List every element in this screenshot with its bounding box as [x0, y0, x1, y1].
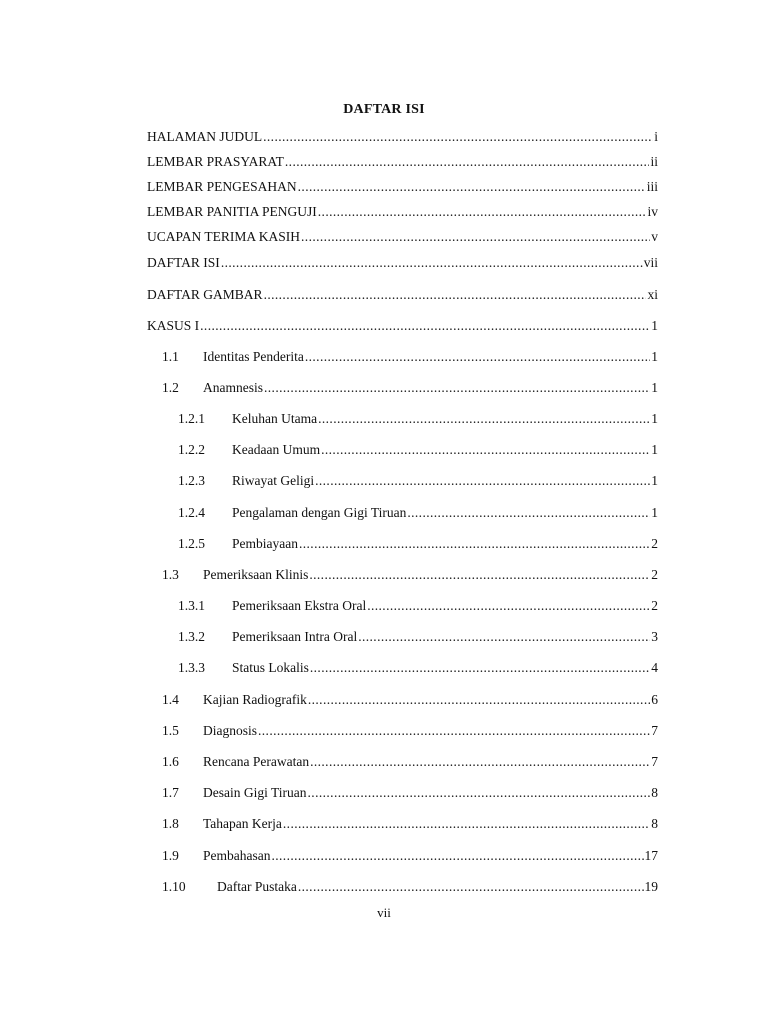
- toc-entry-page: 2: [651, 598, 658, 613]
- dot-leader: [309, 565, 650, 585]
- toc-entry-label: HALAMAN JUDUL: [147, 129, 263, 144]
- toc-entry: [0, 152, 768, 172]
- toc-entry-label: Rencana Perawatan: [203, 754, 310, 769]
- toc-entry: [0, 227, 768, 247]
- toc-entry-page: 2: [651, 536, 658, 551]
- toc-entry-label: Keluhan Utama: [232, 411, 318, 426]
- toc-entry-page: ii: [650, 154, 658, 169]
- toc-entry: [0, 347, 768, 367]
- toc-entry: [0, 846, 768, 866]
- toc-entry-page: xi: [647, 287, 658, 302]
- toc-entry-label: KASUS I: [147, 318, 200, 333]
- toc-entry: [0, 596, 768, 616]
- toc-entry-label: Pembiayaan: [232, 536, 298, 551]
- dot-leader: [315, 471, 650, 491]
- toc-entry-page: 1: [651, 349, 658, 364]
- toc-entry-label: DAFTAR GAMBAR: [147, 287, 263, 302]
- toc-entry-page: 17: [644, 848, 658, 863]
- toc-entry: [0, 285, 768, 305]
- toc-entry-page: 8: [651, 785, 658, 800]
- toc-entry-number: 1.2.3: [178, 473, 205, 488]
- toc-entry-number: 1.3.3: [178, 660, 205, 675]
- toc-entry-label: LEMBAR PANITIA PENGUJI: [147, 204, 317, 219]
- toc-entry-number: 1.8: [162, 816, 179, 831]
- toc-entry-page: 4: [651, 660, 658, 675]
- toc-entry: [0, 690, 768, 710]
- toc-entry: [0, 783, 768, 803]
- toc-entry-number: 1.1: [162, 349, 179, 364]
- dot-leader: [318, 409, 650, 429]
- toc-entry-number: 1.10: [162, 879, 186, 894]
- dot-leader: [298, 177, 646, 197]
- dot-leader: [310, 658, 650, 678]
- toc-entry: [0, 409, 768, 429]
- toc-entry: [0, 471, 768, 491]
- toc-entry-label: DAFTAR ISI: [147, 255, 220, 270]
- toc-entry-number: 1.2.2: [178, 442, 205, 457]
- dot-leader: [299, 534, 650, 554]
- dot-leader: [264, 378, 650, 398]
- toc-entry-label: Pembahasan: [203, 848, 271, 863]
- toc-entry: [0, 814, 768, 834]
- toc-entry: [0, 440, 768, 460]
- dot-leader: [264, 285, 647, 305]
- toc-entry-number: 1.9: [162, 848, 179, 863]
- toc-entry: [0, 378, 768, 398]
- toc-entry-number: 1.2.1: [178, 411, 205, 426]
- toc-entry-label: Status Lokalis: [232, 660, 309, 675]
- toc-entry: [0, 658, 768, 678]
- toc-entry-label: LEMBAR PENGESAHAN: [147, 179, 297, 194]
- toc-entry-page: 6: [651, 692, 658, 707]
- page-title: DAFTAR ISI: [343, 102, 425, 117]
- toc-entry-label: Anamnesis: [203, 380, 263, 395]
- page-number-footer: vii: [377, 905, 391, 920]
- dot-leader: [283, 814, 650, 834]
- toc-entry-label: UCAPAN TERIMA KASIH: [147, 229, 301, 244]
- toc-entry: [0, 253, 768, 273]
- toc-entry: [0, 534, 768, 554]
- dot-leader: [308, 690, 650, 710]
- dot-leader: [308, 783, 651, 803]
- toc-entry-number: 1.2.5: [178, 536, 205, 551]
- dot-leader: [318, 202, 647, 222]
- toc-entry-label: Pemeriksaan Intra Oral: [232, 629, 358, 644]
- dot-leader: [305, 347, 650, 367]
- toc-entry-page: 2: [651, 567, 658, 582]
- toc-entry-label: Daftar Pustaka: [217, 879, 297, 894]
- dot-leader: [200, 316, 650, 336]
- toc-entry-page: 1: [651, 505, 658, 520]
- toc-entry: [0, 752, 768, 772]
- toc-entry-page: 1: [651, 473, 658, 488]
- toc-entry-number: 1.3: [162, 567, 179, 582]
- dot-leader: [285, 152, 650, 172]
- toc-entry-page: 1: [651, 411, 658, 426]
- toc-entry: [0, 177, 768, 197]
- toc-entry-label: Pengalaman dengan Gigi Tiruan: [232, 505, 407, 520]
- toc-entry-page: 8: [651, 816, 658, 831]
- toc-entry-number: 1.2.4: [178, 505, 205, 520]
- toc-entry: [0, 503, 768, 523]
- toc-entry-label: Identitas Penderita: [203, 349, 304, 364]
- toc-entry: [0, 877, 768, 897]
- toc-entry-page: 7: [651, 754, 658, 769]
- toc-entry-label: Diagnosis: [203, 723, 257, 738]
- toc-entry-page: iv: [647, 204, 658, 219]
- toc-entry-number: 1.3.2: [178, 629, 205, 644]
- toc-entry-number: 1.4: [162, 692, 179, 707]
- toc-entry-page: 3: [651, 629, 658, 644]
- toc-entry-label: Pemeriksaan Ekstra Oral: [232, 598, 367, 613]
- toc-entry-label: Kajian Radiografik: [203, 692, 307, 707]
- dot-leader: [310, 752, 650, 772]
- dot-leader: [271, 846, 643, 866]
- toc-entry: [0, 202, 768, 222]
- toc-entry: [0, 721, 768, 741]
- toc-entry-page: i: [654, 129, 658, 144]
- toc-entry-label: Desain Gigi Tiruan: [203, 785, 307, 800]
- toc-entry-label: Keadaan Umum: [232, 442, 321, 457]
- toc-entry-number: 1.5: [162, 723, 179, 738]
- toc-entry-page: 1: [651, 442, 658, 457]
- toc-entry: [0, 127, 768, 147]
- dot-leader: [367, 596, 650, 616]
- toc-entry-label: LEMBAR PRASYARAT: [147, 154, 284, 169]
- toc-entry-number: 1.7: [162, 785, 179, 800]
- toc-entry: [0, 316, 768, 336]
- dot-leader: [301, 227, 650, 247]
- toc-entry-page: v: [651, 229, 658, 244]
- dot-leader: [263, 127, 653, 147]
- toc-entry-label: Tahapan Kerja: [203, 816, 282, 831]
- dot-leader: [407, 503, 650, 523]
- toc-entry-number: 1.2: [162, 380, 179, 395]
- dot-leader: [258, 721, 650, 741]
- dot-leader: [298, 877, 644, 897]
- toc-entry-label: Pemeriksaan Klinis: [203, 567, 309, 582]
- toc-entry-number: 1.6: [162, 754, 179, 769]
- toc-entry-page: 1: [651, 380, 658, 395]
- dot-leader: [221, 253, 643, 273]
- toc-entry-page: vii: [643, 255, 658, 270]
- toc-entry-number: 1.3.1: [178, 598, 205, 613]
- toc-entry-page: 19: [644, 879, 658, 894]
- toc-entry-page: iii: [646, 179, 658, 194]
- toc-entry-page: 1: [651, 318, 658, 333]
- dot-leader: [358, 627, 650, 647]
- toc-entry: [0, 627, 768, 647]
- dot-leader: [321, 440, 650, 460]
- toc-entry-page: 7: [651, 723, 658, 738]
- toc-entry: [0, 565, 768, 585]
- toc-entry-label: Riwayat Geligi: [232, 473, 315, 488]
